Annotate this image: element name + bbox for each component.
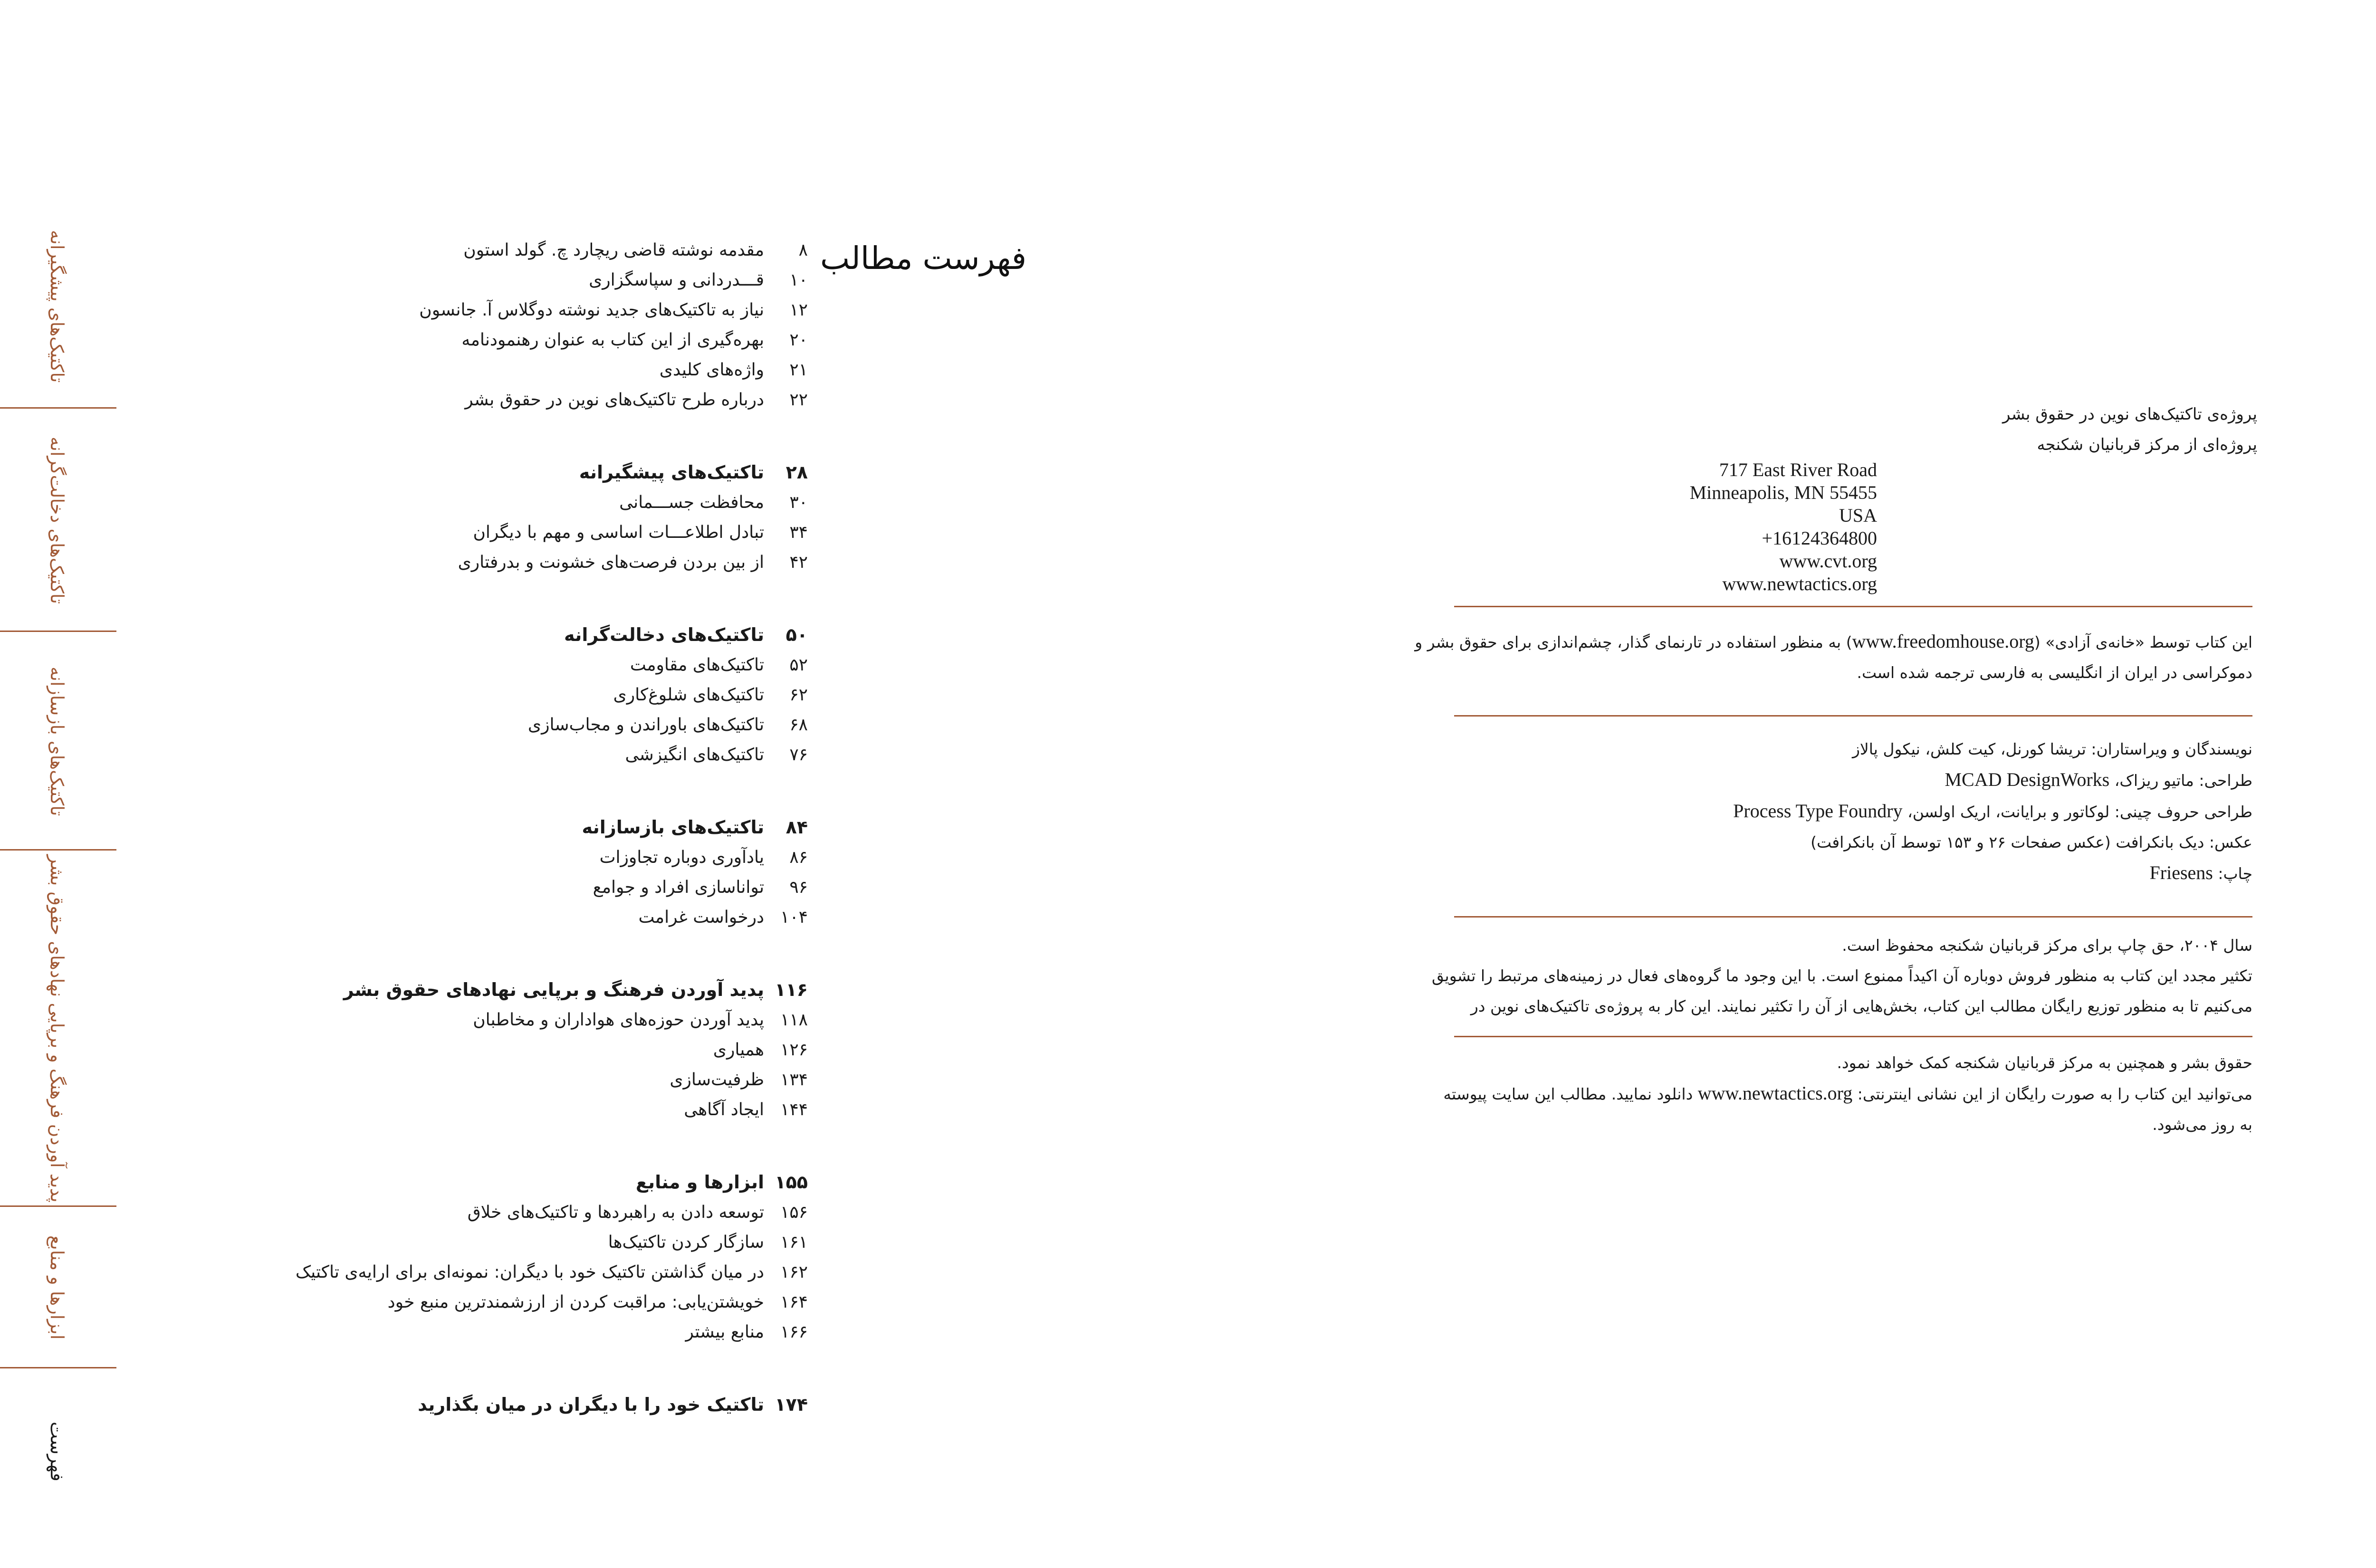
side-tab-label: تاکتیک‌های پیشگیرانه [47,230,67,383]
toc-entry[interactable] [285,842,808,872]
authors: نویسندگان و ویراستاران: تریشا کورنل، کیت کلش، نیکول پالاز [1852,740,2252,758]
toc-entry[interactable] [285,547,808,577]
divider [1454,916,2252,918]
side-tab-label: فهرست [47,1422,67,1482]
toc-entry[interactable] [285,1005,808,1035]
toc-entry[interactable] [285,1227,808,1257]
toc-section [285,1167,808,1347]
toc-entry-title: تاکتیک‌های انگیزشی [625,745,764,765]
toc-entry-title: از بین بردن فرصت‌های خشونت و بدرفتاری [458,553,764,572]
side-tab-4[interactable] [0,851,116,1207]
phone-number: +16124364800 [1762,527,1877,549]
toc-entry[interactable] [285,680,808,710]
toc-page-number: ۱۶۶ [780,1322,808,1342]
toc-section [285,458,808,577]
toc-page-number: ۱۰ [789,270,808,290]
toc-entry[interactable] [285,1095,808,1125]
toc-entry-title: تاکتیک‌های شلوغ‌کاری [613,685,764,705]
copyright-notice: سال ۲۰۰۴، حق چاپ برای مرکز قربانیان شکنجه محفوظ است. تکثیر مجدد این کتاب به منظور فروش دوباره آن اکیداً ممنوع است. با این وجود ما گروه‌های فعال در زمینه‌های مرتبط را تشویق می‌کنیم تا به منظور توزیع رایگان مطالب این کتاب، بخش‌هایی از آن را تکثیر نمایند. این کار به پروژه‌ی تاکتیک‌های نوین در [1432,936,2252,1015]
toc-entry[interactable] [285,517,808,547]
toc-page-number: ۱۷۴ [775,1394,808,1415]
toc-page-number: ۸ [798,240,808,260]
toc-section-heading[interactable] [285,1167,808,1197]
divider [1454,715,2252,717]
project-line-2: پروژه‌ای از مرکز قربانیان شکنجه [2037,435,2257,454]
toc-entry[interactable] [285,1197,808,1227]
print-credit: چاپ: Friesens [2149,862,2252,883]
toc-page-number: ۸۶ [789,848,808,867]
toc-section [285,813,808,932]
address-line: USA [1839,505,1877,526]
toc-entry[interactable] [285,355,808,385]
toc-entry-title: تاکتیک‌های باوراندن و مجاب‌سازی [527,715,764,735]
toc-entry[interactable] [285,1035,808,1065]
toc-section [285,1390,808,1420]
toc-entry-title: همیاری [713,1040,764,1060]
toc-section [285,235,808,415]
toc-page-number: ۲۰ [789,330,808,350]
toc-page-number: ۱۱۸ [780,1010,808,1030]
toc-section-heading[interactable] [285,458,808,488]
toc-entry[interactable] [285,1287,808,1317]
toc-entry[interactable] [285,325,808,355]
toc-page-number: ۲۱ [789,360,808,380]
toc-entry-title: قـــدردانی و سپاسگزاری [589,270,764,290]
side-tab-label: ابزارها و منابع [47,1235,67,1340]
toc-page-number: ۸۴ [786,817,808,838]
design-credit: طراحی: ماتیو ریزاک، MCAD DesignWorks [1945,769,2252,790]
toc-title: فهرست مطالب [820,240,1026,277]
table-of-contents [285,235,808,1463]
side-tab-label: پدید آوردن فرهنگ و برپایی نهادهای حقوق بشر [47,855,67,1203]
toc-entry-title: تاکتیک‌های بازسازانه [582,817,764,838]
toc-section [285,975,808,1125]
toc-entry-title: ایجاد آگاهی [684,1100,764,1119]
toc-page-number: ۱۶۴ [780,1292,808,1312]
toc-entry-title: توانا‌سازی افراد و جوامع [593,878,764,897]
credits [1421,734,2252,889]
toc-entry[interactable] [285,265,808,295]
toc-entry[interactable] [285,385,808,415]
toc-page-number: ۱۵۵ [775,1172,808,1193]
toc-entry-title: مقدمه نوشته قاضی ریچارد چ. گولد استون [463,240,764,260]
toc-entry[interactable] [285,1317,808,1347]
divider [1454,606,2252,607]
toc-entry[interactable] [285,235,808,265]
download-notice: حقوق بشر و همچنین به مرکز قربانیان شکنجه کمک خواهد نمود. می‌توانید این کتاب را به صورت رایگان از این نشانی اینترنتی: www.newtactics.org دانلود نمایید. مطالب این سایت پیوسته به روز می‌شود. [1443,1053,2252,1134]
toc-page-number: ۴۲ [789,553,808,572]
toc-page-number: ۶۸ [789,715,808,735]
toc-entry-title: تاکتیک‌های دخالت‌گرانه [564,624,764,645]
toc-section-heading[interactable] [285,975,808,1005]
toc-entry-title: خویشتن‌یابی: مراقبت کردن از ارزشمندترین منبع خود [387,1292,764,1312]
toc-entry-title: درباره طرح تاکتیک‌های نوین در حقوق بشر [465,390,764,410]
toc-entry-title: تبادل اطلاعـــات اساسی و مهم با دیگران [473,523,764,542]
typeset-credit: طراحی حروف چینی: لوکاتور و برایانت، اریک اولسن، Process Type Foundry [1733,800,2252,822]
toc-page-number: ۳۴ [789,523,808,542]
toc-entry[interactable] [285,295,808,325]
side-tab-6[interactable] [0,1368,116,1535]
toc-entry-title: منابع بیشتر [685,1322,764,1342]
toc-entry-title: ظرفیت‌سازی [670,1070,764,1090]
download-link[interactable]: www.newtactics.org [1697,1082,1853,1104]
address-line: 717 East River Road [1719,459,1877,480]
toc-entry[interactable] [285,872,808,902]
toc-entry-title: واژه‌های کلیدی [659,360,764,380]
toc-page-number: ۵۲ [789,655,808,675]
divider [1454,1036,2252,1037]
toc-page-number: ۶۲ [789,685,808,705]
photo-credit: عکس: دیک بانکرافت (عکس صفحات ۲۶ و ۱۵۳ توسط آن بانکرافت) [1811,833,2252,851]
toc-section [285,620,808,770]
newtactics-link[interactable]: www.newtactics.org [1722,573,1877,594]
toc-entry[interactable] [285,902,808,932]
toc-page-number: ۱۶۲ [780,1262,808,1282]
toc-entry-title: تاکتیک خود را با دیگران در میان بگذارید [418,1394,764,1415]
side-tab-5[interactable] [0,1207,116,1368]
toc-page-number: ۱۴۴ [780,1100,808,1119]
toc-page-number: ۱۲ [789,300,808,320]
toc-entry-title: درخواست غرامت [638,908,764,927]
toc-page-number: ۱۵۶ [780,1203,808,1222]
toc-entry-title: در میان گذاشتن تاکتیک خود با دیگران: نمونه‌ای برای ارایه‌ی تاکتیک [295,1262,764,1282]
toc-section-heading[interactable] [285,813,808,842]
toc-page-number: ۲۲ [789,390,808,410]
side-tab-3[interactable] [0,632,116,851]
toc-entry-title: تاکتیک‌های پیشگیرانه [579,462,764,483]
toc-entry-title: محافظت جســـمانی [619,493,764,512]
side-tab-label: تاکتیک‌های دخالت‌گرانه [47,436,67,604]
toc-entry-title: پدید آوردن حوزه‌های هواداران و مخاطبان [473,1010,764,1030]
toc-entry[interactable] [285,650,808,680]
toc-page-number: ۹۶ [789,878,808,897]
toc-entry[interactable] [285,740,808,770]
toc-entry-title: توسعه دادن به راهبردها و تاکتیک‌های خلاق [467,1203,764,1222]
address-block [1454,459,1877,595]
toc-entry[interactable] [285,1065,808,1095]
address-line: Minneapolis, MN 55455 [1689,482,1877,503]
toc-entry[interactable] [285,1257,808,1287]
toc-page-number: ۱۲۶ [780,1040,808,1060]
toc-section-heading[interactable] [285,1390,808,1420]
toc-entry[interactable] [285,710,808,740]
freedomhouse-link[interactable]: www.freedomhouse.org [1852,631,2034,652]
toc-page-number: ۱۶۱ [780,1233,808,1252]
toc-entry[interactable] [285,488,808,517]
toc-entry-title: نیاز به تاکتیک‌های جدید نوشته دوگلاس آ. جانسون [419,300,764,320]
toc-entry-title: بهره‌گیری از این کتاب به عنوان رهنمودنامه [461,330,764,350]
toc-entry-title: تاکتیک‌های مقاومت [630,655,764,675]
toc-page-number: ۳۰ [789,493,808,512]
section-tab-strip [0,204,116,1535]
toc-entry-title: سازگار کردن تاکتیک‌ها [608,1233,764,1252]
toc-entry-title: پدید آوردن فرهنگ و برپایی نهادهای حقوق بشر [343,979,764,1000]
side-tab-label: تاکتیک‌های بازسازانه [47,666,67,816]
toc-page-number: ۱۱۶ [775,979,808,1000]
side-tab-1[interactable] [0,204,116,409]
side-tab-2[interactable] [0,409,116,632]
toc-entry-title: ابزارها و منابع [635,1172,764,1193]
toc-page-number: ۲۸ [786,462,808,483]
project-line-1: پروژه‌ی تاکتیک‌های نوین در حقوق بشر [2002,405,2257,424]
toc-page-number: ۵۰ [786,624,808,645]
toc-entry-title: یادآوری دوباره تجاوزات [599,848,764,867]
toc-page-number: ۱۰۴ [780,908,808,927]
toc-page-number: ۱۳۴ [780,1070,808,1090]
cvt-link[interactable]: www.cvt.org [1779,550,1877,572]
toc-page-number: ۷۶ [789,745,808,765]
project-info [1454,399,2257,460]
translation-note: این کتاب توسط «خانه‌ی آزادی» (www.freedomhouse.org) به منظور استفاده در تارنمای گذار، چشم‌اندازی برای حقوق بشر و دموکراسی در ایران از انگلیسی به فارسی ترجمه شده است. [1415,631,2252,682]
toc-section-heading[interactable] [285,620,808,650]
